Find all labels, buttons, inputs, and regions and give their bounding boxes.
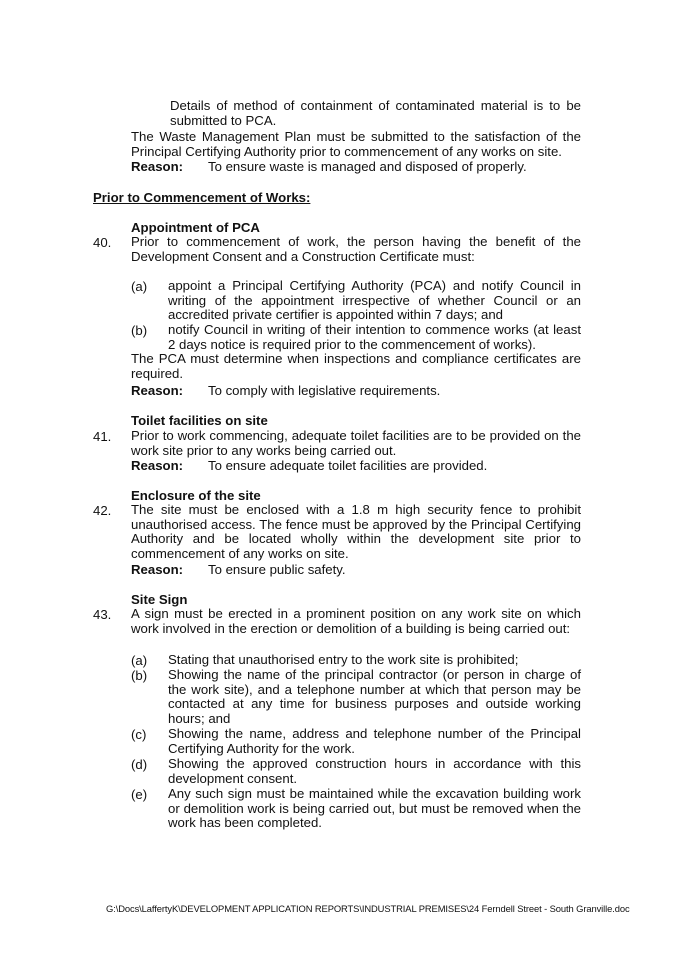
reason-label: Reason: [131,383,184,398]
item-text: notify Council in writing of their intention to commence works (at least 2 days notice is required prior to the commencement of works). [168,322,581,352]
item-text: Showing the approved construction hours in accordance with this development consent. [168,756,581,786]
waste-plan-paragraph: The Waste Management Plan must be submitted to the satisfaction of the Principal Certifying Authority prior to commencement of any works on site. [131,129,581,159]
reason-label: Reason: [131,562,184,577]
item-label: (d) [131,757,148,772]
condition-number: 43. [93,607,112,622]
item-text: appoint a Principal Certifying Authority (PCA) and notify Council in writing of the appointment irrespective of whether Council or an accredited private certifier is appointed within 7 days; and [168,278,581,323]
item-text: Any such sign must be maintained while the excavation building work or demolition work is being carried out, but must be removed when the work has been completed. [168,786,581,831]
condition-title: Toilet facilities on site [131,413,268,428]
item-text: Showing the name, address and telephone number of the Principal Certifying Authority for the work. [168,726,581,756]
item-label: (a) [131,653,148,668]
item-label: (b) [131,668,148,683]
condition-text: The site must be enclosed with a 1.8 m high security fence to prohibit unauthorised access. The fence must be approved by the Principal Certifying Authority and be located wholly within the development site prior to commencement of any works on site. [131,502,581,561]
reason-label: Reason: [131,458,184,473]
condition-number: 40. [93,235,112,250]
condition-text: Prior to work commencing, adequate toilet facilities are to be provided on the work site prior to any works being carried out. [131,428,581,458]
condition-number: 41. [93,429,112,444]
condition-intro: Prior to commencement of work, the person having the benefit of the Development Consent and a Construction Certificate must: [131,234,581,264]
reason-text: To ensure public safety. [208,562,346,577]
item-label: (b) [131,323,148,338]
reason-label: Reason: [131,159,184,174]
reason-text: To ensure waste is managed and disposed of properly. [208,159,527,174]
condition-title: Appointment of PCA [131,220,260,235]
reason-text: To ensure adequate toilet facilities are provided. [208,458,488,473]
condition-intro: A sign must be erected in a prominent position on any work site on which work involved in the erection or demolition of a building is being carried out: [131,606,581,636]
pca-paragraph: The PCA must determine when inspections and compliance certificates are required. [131,351,581,381]
section-heading: Prior to Commencement of Works: [93,190,311,205]
reason-line [131,383,440,398]
item-text: Stating that unauthorised entry to the work site is prohibited; [168,652,519,667]
condition-title: Enclosure of the site [131,488,261,503]
condition-number: 42. [93,503,112,518]
item-text: Showing the name of the principal contractor (or person in charge of the work site), and a telephone number at which that person may be contacted at any time for business purposes and outside working hours; and [168,667,581,726]
item-label: (c) [131,727,147,742]
contamination-paragraph: Details of method of containment of contaminated material is to be submitted to PCA. [170,98,581,128]
item-label: (e) [131,787,148,802]
condition-title: Site Sign [131,592,188,607]
reason-line [131,562,346,577]
reason-text: To comply with legislative requirements. [208,383,441,398]
item-label: (a) [131,279,148,294]
reason-line [131,458,487,473]
reason-line [131,159,527,174]
document-path-footer: G:\Docs\LaffertyK\DEVELOPMENT APPLICATION REPORTS\INDUSTRIAL PREMISES\24 Ferndell Street - South Granville.doc [106,903,630,914]
